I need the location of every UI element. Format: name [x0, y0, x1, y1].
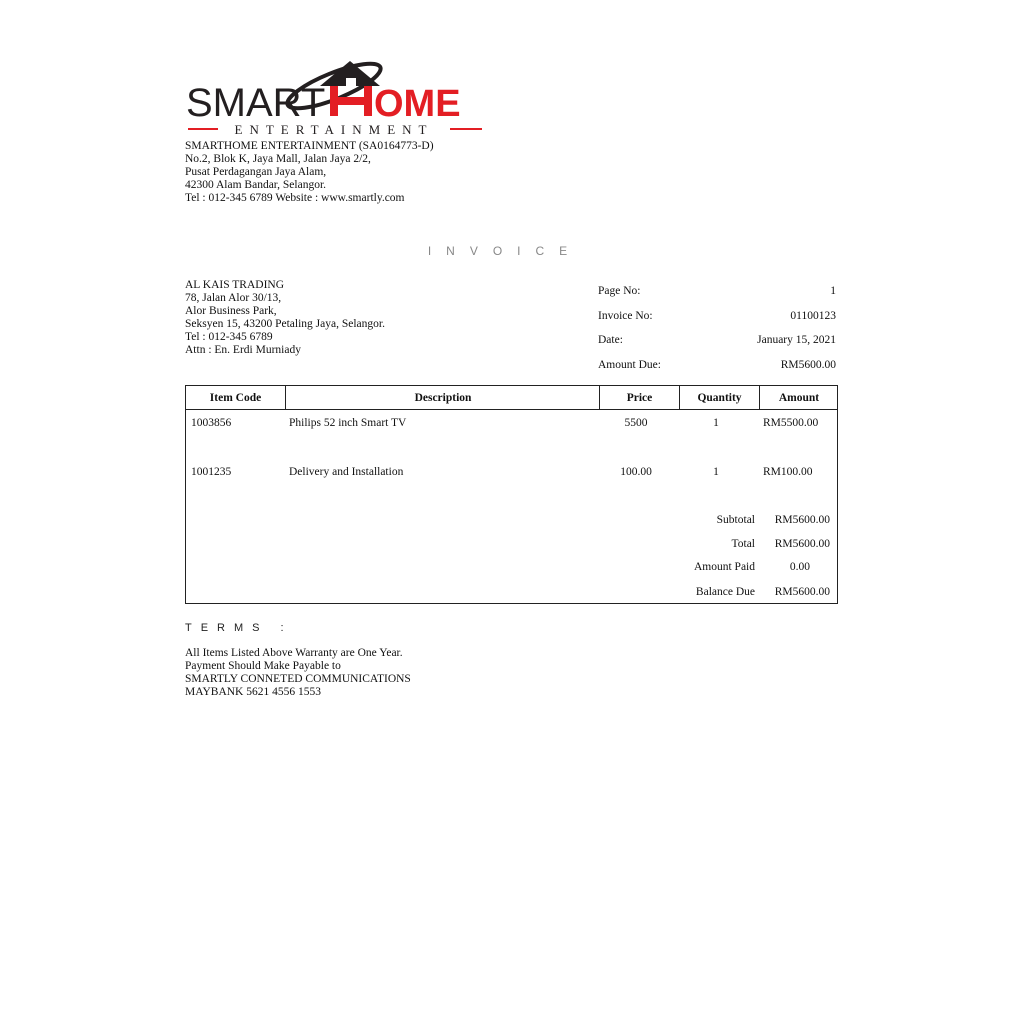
- balance-due-label: Balance Due: [695, 586, 755, 598]
- invoice-meta: [598, 284, 836, 382]
- cell-item-code: 1001235: [191, 466, 232, 478]
- customer-address-line: 78, Jalan Alor 30/13,: [185, 292, 282, 304]
- logo-wordmark-ome: OME: [374, 83, 461, 125]
- meta-label: Page No:: [598, 285, 641, 297]
- meta-row-date: [598, 333, 836, 358]
- meta-value: January 15, 2021: [757, 334, 836, 346]
- cell-amount: RM5500.00: [763, 417, 819, 429]
- company-address-line: No.2, Blok K, Jaya Mall, Jalan Jaya 2/2,: [185, 153, 371, 165]
- cell-price: 100.00: [620, 466, 652, 478]
- cell-quantity: 1: [713, 417, 719, 429]
- customer-address-line: Alor Business Park,: [185, 305, 277, 317]
- cell-description: Delivery and Installation: [289, 466, 404, 478]
- customer-attn: Attn : En. Erdi Murniady: [185, 344, 301, 356]
- total-label: Total: [731, 538, 755, 550]
- company-name: SMARTHOME ENTERTAINMENT (SA0164773-D): [185, 140, 434, 152]
- header-amount: Amount: [778, 392, 820, 404]
- invoice-title: INVOICE: [427, 244, 583, 258]
- company-contact: Tel : 012-345 6789 Website : www.smartly.com: [185, 192, 405, 204]
- total-value: RM5600.00: [774, 538, 830, 550]
- amount-paid-value: 0.00: [789, 561, 810, 573]
- subtotal-label: Subtotal: [716, 514, 755, 526]
- customer-name: AL KAIS TRADING: [185, 279, 285, 291]
- bill-to-block: [185, 279, 385, 357]
- terms-line: Payment Should Make Payable to: [185, 660, 341, 672]
- company-address-line: Pusat Perdagangan Jaya Alam,: [185, 166, 327, 178]
- company-logo: [184, 56, 484, 140]
- header-item-code: Item Code: [209, 392, 262, 404]
- items-table: [185, 385, 838, 604]
- balance-due-value: RM5600.00: [774, 586, 830, 598]
- header-quantity: Quantity: [697, 392, 742, 404]
- company-info: [185, 140, 434, 205]
- cell-price: 5500: [624, 417, 648, 429]
- logo-wordmark-smart: SMART: [186, 81, 326, 125]
- smarthome-logo-graphic: [184, 56, 484, 140]
- company-address-line: 42300 Alam Bandar, Selangor.: [185, 179, 327, 191]
- cell-amount: RM100.00: [763, 466, 813, 478]
- meta-value: 01100123: [790, 309, 836, 322]
- terms-block: [185, 647, 411, 699]
- table-header: [186, 386, 837, 410]
- meta-label: Amount Due:: [598, 358, 661, 371]
- cell-item-code: 1003856: [191, 417, 232, 429]
- terms-line: All Items Listed Above Warranty are One Year.: [185, 647, 403, 659]
- meta-label: Date:: [598, 334, 623, 346]
- logo-tagline: ENTERTAINMENT: [234, 122, 434, 137]
- meta-row-amount-due: [598, 358, 836, 383]
- meta-row-page: [598, 284, 836, 309]
- subtotal-value: RM5600.00: [774, 514, 830, 526]
- customer-tel: Tel : 012-345 6789: [185, 331, 273, 343]
- cell-quantity: 1: [713, 466, 719, 478]
- terms-line: MAYBANK 5621 4556 1553: [185, 686, 321, 698]
- terms-line: SMARTLY CONNETED COMMUNICATIONS: [185, 673, 411, 685]
- customer-address-line: Seksyen 15, 43200 Petaling Jaya, Selangor.: [185, 318, 385, 330]
- meta-row-invoice-no: [598, 309, 836, 334]
- cell-description: Philips 52 inch Smart TV: [289, 417, 407, 429]
- meta-label: Invoice No:: [598, 309, 653, 322]
- header-description: Description: [414, 392, 472, 404]
- meta-value: 1: [830, 285, 836, 297]
- header-price: Price: [626, 392, 653, 404]
- amount-paid-label: Amount Paid: [693, 561, 755, 573]
- meta-value: RM5600.00: [780, 358, 836, 371]
- terms-heading: TERMS :: [185, 622, 293, 634]
